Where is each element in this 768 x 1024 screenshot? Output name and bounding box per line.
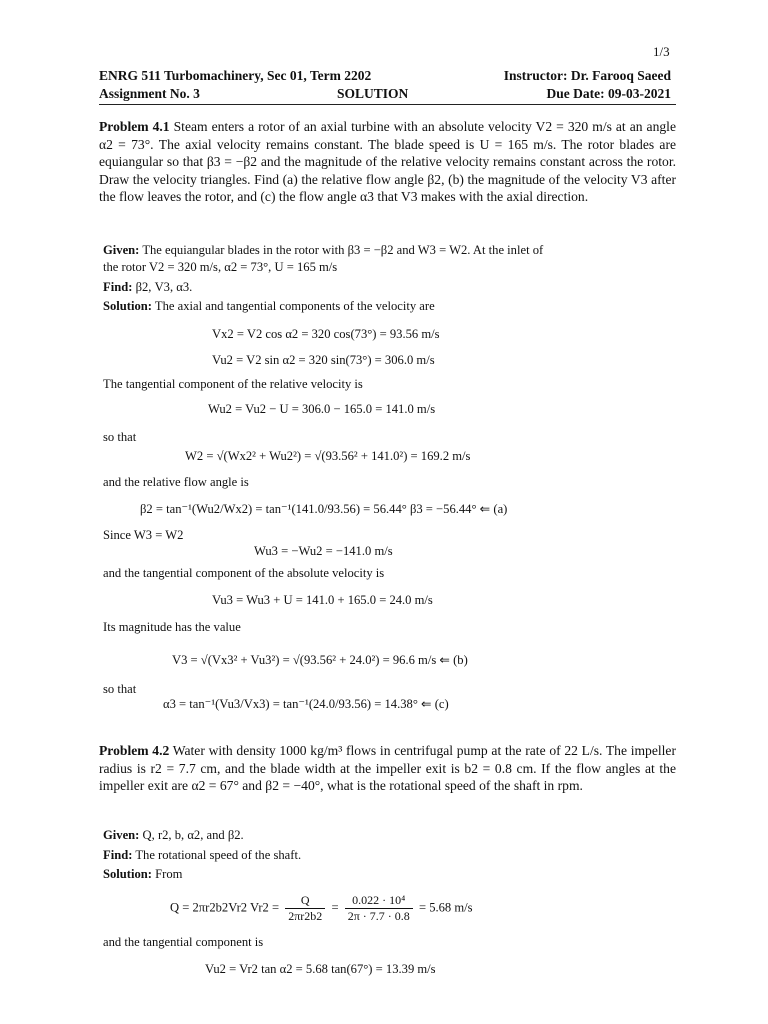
given-label: Given:: [103, 243, 140, 257]
fraction-1-numerator: Q: [285, 893, 325, 909]
equation-flow-rate-result: = 5.68 m/s: [418, 900, 473, 915]
page-number: 1/3: [653, 44, 670, 59]
problem-4-1-statement: [99, 118, 676, 206]
equation-wu3: Wu3 = −Wu2 = −141.0 m/s: [254, 544, 393, 558]
equation-w2: W2 = √(Wx2² + Wu2²) = √(93.56² + 141.0²) = 169.2 m/s: [185, 449, 471, 463]
fraction-2-numerator: 0.022 · 10⁴: [345, 893, 413, 909]
equation-beta: β2 = tan⁻¹(Wu2/Wx2) = tan⁻¹(141.0/93.56) = 56.44° β3 = −56.44° ⇐ (a): [140, 502, 508, 516]
given-line-2: the rotor V2 = 320 m/s, α2 = 73°, U = 165 m/s: [103, 260, 338, 274]
text-since: Since W3 = W2: [103, 528, 184, 542]
find-label: Find:: [103, 280, 133, 294]
solution-label: Solution:: [103, 299, 152, 313]
equation-vu2: Vu2 = V2 sin α2 = 320 sin(73°) = 306.0 m/s: [212, 353, 435, 367]
equation-v3: V3 = √(Vx3² + Vu3²) = √(93.56² + 24.0²) = 96.6 m/s ⇐ (b): [172, 653, 468, 667]
problem-4-1-label: Problem 4.1: [99, 119, 170, 134]
given-text-1: The equiangular blades in the rotor with β3 = −β2 and W3 = W2. At the inlet of: [142, 243, 544, 257]
text-magnitude: Its magnitude has the value: [103, 620, 241, 634]
find-line: [103, 280, 192, 295]
course-title: ENRG 511 Turbomachinery, Sec 01, Term 2202: [99, 68, 372, 83]
assignment-number: Assignment No. 3: [99, 86, 200, 101]
find-label-p2: Find:: [103, 848, 133, 862]
header-rule: [99, 104, 676, 105]
equation-flow-rate-left: Q = 2πr2b2Vr2 Vr2 =: [170, 900, 280, 915]
instructor-name: Instructor: Dr. Farooq Saeed: [503, 68, 671, 83]
problem-4-2-text: Water with density 1000 kg/m³ flows in centrifugal pump at the rate of 22 L/s. The impeller radius is r2 = 7.7 cm, and the blade width at the impeller exit is b2 = 0.8 cm. If the flow angles at the impeller exit are α2 = 67° and β2 = −40°, what is the rotational speed of the shaft in rpm.: [99, 743, 676, 794]
text-absolute-velocity: and the tangential component of the absolute velocity is: [103, 566, 385, 580]
solution-heading: SOLUTION: [337, 86, 409, 101]
text-relative-flow-angle: and the relative flow angle is: [103, 475, 249, 489]
due-date: Due Date: 09-03-2021: [546, 86, 671, 101]
solution-label-p2: Solution:: [103, 867, 152, 881]
equation-vx2: Vx2 = V2 cos α2 = 320 cos(73°) = 93.56 m/s: [212, 327, 440, 341]
equation-vu2-p2: Vu2 = Vr2 tan α2 = 5.68 tan(67°) = 13.39 m/s: [205, 962, 436, 976]
equation-vu3: Vu3 = Wu3 + U = 141.0 + 165.0 = 24.0 m/s: [212, 593, 433, 607]
text-so-that-2: so that: [103, 682, 137, 696]
solution-text-p2: From: [155, 867, 183, 881]
equation-alpha3: α3 = tan⁻¹(Vu3/Vx3) = tan⁻¹(24.0/93.56) = 14.38° ⇐ (c): [163, 697, 449, 711]
given-text-p2: Q, r2, b, α2, and β2.: [142, 828, 244, 842]
equation-wu2: Wu2 = Vu2 − U = 306.0 − 165.0 = 141.0 m/s: [208, 402, 436, 416]
equation-flow-rate: Q = 2πr2b2Vr2 Vr2 = $\frac{Q}{2\pi r2b2}$ = $\frac{\text{0.022 · 10⁴}}{2\pi \cdot 7.7 \cdot 0.8}$ = 5.68 m/s: [170, 893, 473, 923]
fraction-1: [285, 893, 325, 924]
find-text: β2, V3, α3.: [135, 280, 193, 294]
solution-line-p2: [103, 867, 182, 882]
given-line-p2: [103, 828, 244, 843]
fraction-2-denominator: 2π · 7.7 · 0.8: [347, 909, 410, 923]
problem-4-2-statement: [99, 742, 676, 795]
find-text-p2: The rotational speed of the shaft.: [135, 848, 302, 862]
solution-text: The axial and tangential components of the velocity are: [154, 299, 435, 313]
text-tangential-component: and the tangential component is: [103, 935, 264, 949]
problem-4-1-text: Steam enters a rotor of an axial turbine with an absolute velocity V2 = 320 m/s at an angle α2 = 73°. The axial velocity remains constant. The blade speed is U = 165 m/s. The rotor blades are equiangular so that β3 = −β2 and the magnitude of the relative velocity remains constant across the rotor. Draw the velocity triangles. Find (a) the relative flow angle β2, (b) the magnitude of the velocity V3 after the flow leaves the rotor, and (c) the flow angle α3 that V3 makes with the axial direction.: [99, 119, 676, 205]
problem-4-2-label: Problem 4.2: [99, 743, 170, 758]
text-so-that-1: so that: [103, 430, 137, 444]
given-line-1: [103, 243, 543, 258]
fraction-1-denominator: 2πr2b2: [288, 909, 323, 923]
find-line-p2: [103, 848, 301, 863]
given-label-p2: Given:: [103, 828, 140, 842]
text-relative-velocity: The tangential component of the relative velocity is: [103, 377, 363, 391]
solution-line: [103, 299, 435, 314]
fraction-2: [345, 893, 413, 924]
